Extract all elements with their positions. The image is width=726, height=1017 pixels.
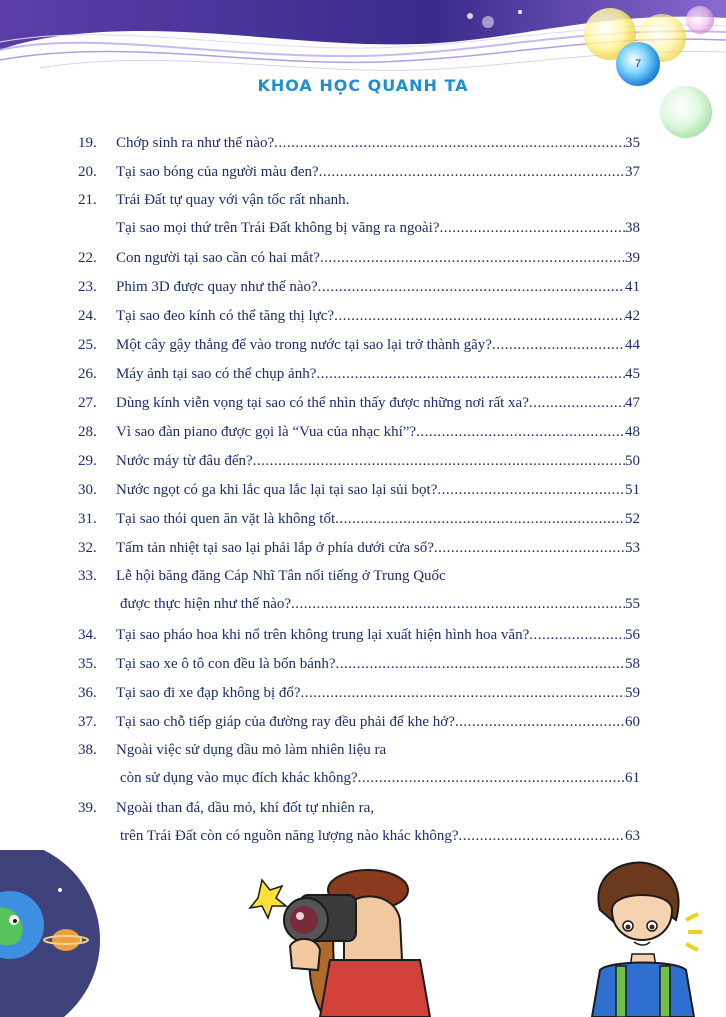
toc-entry-page: 55 <box>625 596 640 612</box>
toc-entry-page: 37 <box>625 164 640 180</box>
toc-dot-leader <box>459 825 626 847</box>
toc-entry[interactable] <box>78 739 640 789</box>
toc-entry-number: 33. <box>78 568 97 584</box>
toc-entry-title: Nước máy từ đâu đến? <box>116 453 253 469</box>
toc-entry-number: 38. <box>78 742 97 758</box>
toc-entry[interactable] <box>78 479 640 501</box>
toc-dot-leader <box>358 767 625 789</box>
book-title: KHOA HỌC QUANH TA <box>257 76 469 95</box>
toc-dot-leader <box>434 537 625 559</box>
toc-entry[interactable] <box>78 363 640 385</box>
toc-entry-number: 20. <box>78 164 97 180</box>
toc-entry-page: 61 <box>625 770 640 786</box>
toc-entry-number: 34. <box>78 627 97 643</box>
toc-entry-page: 39 <box>625 250 640 266</box>
toc-entry[interactable] <box>78 653 640 675</box>
toc-dot-leader <box>319 161 625 183</box>
toc-entry-page: 53 <box>625 540 640 556</box>
toc-dot-leader <box>335 508 625 530</box>
toc-entry-page: 38 <box>625 220 640 236</box>
toc-entry-page: 42 <box>625 308 640 324</box>
planet-illustration <box>0 850 100 1017</box>
toc-entry-title: Tại sao pháo hoa khi nổ trên không trung lại xuất hiện hình hoa văn? <box>116 627 530 643</box>
toc-entry-title-line: Trái Đất tự quay với vận tốc rất nhanh. <box>116 192 350 208</box>
toc-entry-title: Tại sao đi xe đạp không bị đổ? <box>116 685 301 701</box>
toc-dot-leader <box>492 334 625 356</box>
toc-dot-leader <box>336 653 625 675</box>
toc-entry[interactable] <box>78 334 640 356</box>
toc-dot-leader <box>274 132 625 154</box>
toc-entry-page: 41 <box>625 279 640 295</box>
toc-entry-page: 58 <box>625 656 640 672</box>
toc-entry-page: 50 <box>625 453 640 469</box>
toc-dot-leader <box>320 247 625 269</box>
toc-entry[interactable] <box>78 161 640 183</box>
toc-entry[interactable] <box>78 565 640 615</box>
toc-entry-number: 23. <box>78 279 97 295</box>
toc-entry-number: 39. <box>78 800 97 816</box>
toc-entry-title: Tại sao đeo kính có thể tăng thị lực? <box>116 308 335 324</box>
bottom-illustrations <box>0 850 726 1017</box>
toc-entry[interactable] <box>78 132 640 154</box>
toc-entry-number: 30. <box>78 482 97 498</box>
toc-entry-title: Dùng kính viễn vọng tại sao có thể nhìn thấy được những nơi rất xa? <box>116 395 529 411</box>
toc-entry-page: 35 <box>625 135 640 151</box>
photographer-illustration <box>250 870 430 1017</box>
toc-entry[interactable] <box>78 189 640 239</box>
toc-entry-title: được thực hiện như thế nào? <box>120 596 292 612</box>
toc-dot-leader <box>334 305 625 327</box>
toc-entry[interactable] <box>78 421 640 443</box>
toc-entry-title-line: Ngoài than đá, dầu mỏ, khí đốt tự nhiên ra, <box>116 800 375 816</box>
toc-entry-number: 26. <box>78 366 97 382</box>
toc-dot-leader <box>529 392 625 414</box>
toc-entry[interactable] <box>78 624 640 646</box>
toc-entry-title: Tại sao mọi thứ trên Trái Đất không bị văng ra ngoài? <box>116 220 440 236</box>
toc-entry-number: 37. <box>78 714 97 730</box>
toc-entry-number: 31. <box>78 511 97 527</box>
toc-dot-leader <box>416 421 625 443</box>
toc-entry[interactable] <box>78 537 640 559</box>
toc-dot-leader <box>437 479 625 501</box>
toc-dot-leader <box>253 450 625 472</box>
toc-dot-leader <box>529 624 625 646</box>
toc-entry-page: 63 <box>625 828 640 844</box>
toc-dot-leader <box>301 682 625 704</box>
toc-entry-page: 48 <box>625 424 640 440</box>
toc-entry-title: còn sử dụng vào mục đích khác không? <box>120 770 358 786</box>
toc-entry-page: 51 <box>625 482 640 498</box>
toc-entry[interactable] <box>78 797 640 847</box>
toc-entry-number: 35. <box>78 656 97 672</box>
boy-illustration <box>592 863 702 1017</box>
toc-dot-leader <box>455 711 625 733</box>
toc-entry-title: Tấm tản nhiệt tại sao lại phải lắp ở phía dưới cửa sổ? <box>116 540 434 556</box>
toc-entry-number: 24. <box>78 308 97 324</box>
toc-entry-title: Máy ảnh tại sao có thể chụp ảnh? <box>116 366 317 382</box>
toc-entry-title: Tại sao thói quen ăn vặt là không tốt <box>116 511 336 527</box>
toc-entry-title-line: Ngoài việc sử dụng dầu mỏ làm nhiên liệu ra <box>116 742 387 758</box>
toc-entry-number: 25. <box>78 337 97 353</box>
toc-entry[interactable] <box>78 305 640 327</box>
toc-entry-number: 28. <box>78 424 97 440</box>
toc-entry-number: 19. <box>78 135 97 151</box>
header-swirl-decoration <box>0 0 726 140</box>
toc-entry-title: Phim 3D được quay như thế nào? <box>116 279 318 295</box>
toc-entry-page: 56 <box>625 627 640 643</box>
toc-entry-title: Vì sao đàn piano được gọi là “Vua của nhạc khí”? <box>116 424 417 440</box>
toc-entry-title: Chớp sinh ra như thế nào? <box>116 135 275 151</box>
toc-entry-page: 44 <box>625 337 640 353</box>
toc-entry-number: 21. <box>78 192 97 208</box>
toc-entry-number: 36. <box>78 685 97 701</box>
page-number: 7 <box>634 58 642 70</box>
toc-entry[interactable] <box>78 682 640 704</box>
toc-entry-title: Một cây gậy thẳng để vào trong nước tại sao lại trở thành gãy? <box>116 337 492 353</box>
toc-dot-leader <box>318 276 625 298</box>
toc-dot-leader <box>316 363 625 385</box>
toc-entry-title: trên Trái Đất còn có nguồn năng lượng nào khác không? <box>120 828 459 844</box>
toc-entry[interactable] <box>78 711 640 733</box>
toc-entry-title-line: Lễ hội băng đăng Cáp Nhĩ Tân nổi tiếng ở Trung Quốc <box>116 568 446 584</box>
toc-entry[interactable] <box>78 276 640 298</box>
toc-entry-page: 59 <box>625 685 640 701</box>
toc-entry-page: 60 <box>625 714 640 730</box>
toc-entry-title: Tại sao chỗ tiếp giáp của đường ray đều phải để khe hở? <box>116 714 455 730</box>
toc-entry[interactable] <box>78 508 640 530</box>
toc-entry-title: Tại sao xe ô tô con đều là bốn bánh? <box>116 656 336 672</box>
toc-entry-number: 22. <box>78 250 97 266</box>
toc-entry[interactable] <box>78 392 640 414</box>
toc-entry-title: Con người tại sao cần có hai mắt? <box>116 250 320 266</box>
toc-entry-page: 47 <box>625 395 640 411</box>
toc-entry-page: 45 <box>625 366 640 382</box>
toc-entry[interactable] <box>78 450 640 472</box>
toc-entry-number: 32. <box>78 540 97 556</box>
toc-entry-number: 27. <box>78 395 97 411</box>
toc-entry-title: Tại sao bóng của người màu đen? <box>116 164 319 180</box>
toc-entry-number: 29. <box>78 453 97 469</box>
toc-dot-leader <box>440 217 626 239</box>
toc-entry[interactable] <box>78 247 640 269</box>
toc-entry-page: 52 <box>625 511 640 527</box>
toc-dot-leader <box>291 593 625 615</box>
toc-entry-title: Nước ngọt có ga khi lắc qua lắc lại tại sao lại sủi bọt? <box>116 482 438 498</box>
